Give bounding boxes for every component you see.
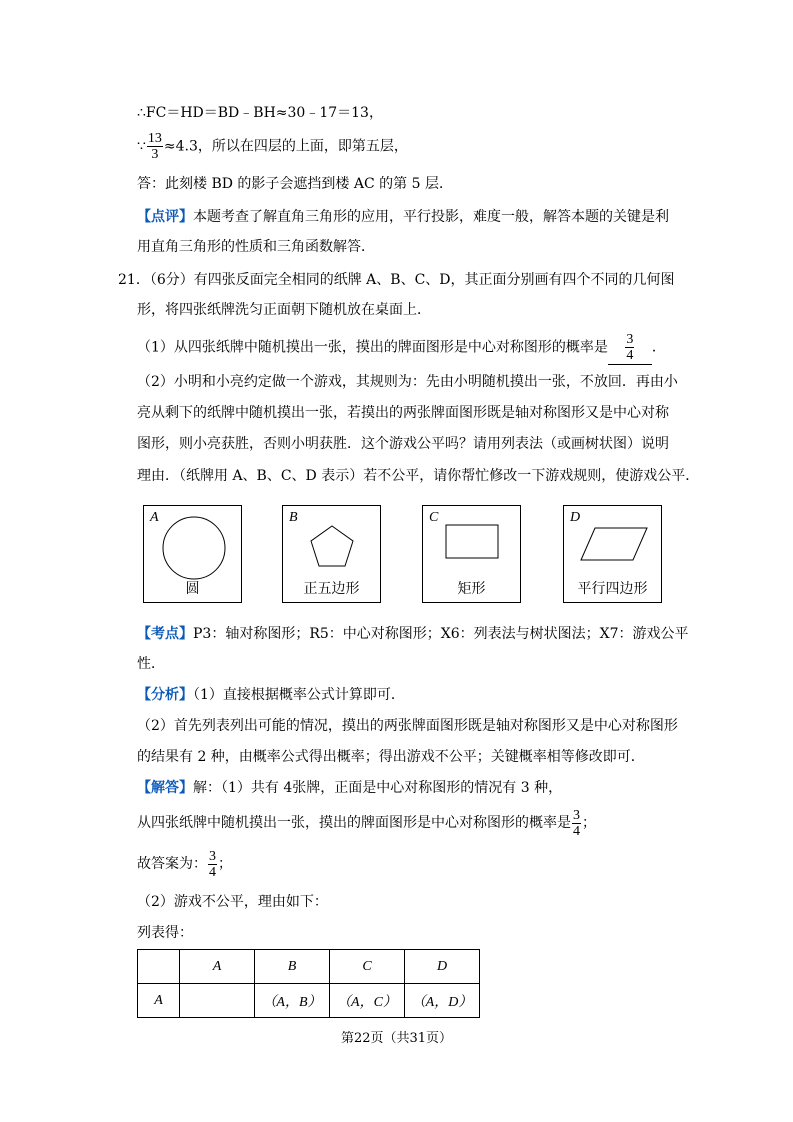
table-cell: D [405, 950, 480, 984]
page-footer: 第22页（共31页） [340, 1031, 453, 1046]
line-jieda: 【解答】解：（1）共有 4张牌，正面是中心对称图形的情况有 3 种， [137, 780, 563, 796]
line-kaodian: 【考点】P3：轴对称图形；R5：中心对称图形；X6：列表法与树状图法；X7：游戏公平 [137, 626, 689, 642]
card-a [143, 505, 242, 603]
table-cell [180, 984, 255, 1018]
card-b [282, 505, 381, 603]
question-21-part2-l2: 亮从剩下的纸牌中随机摸出一张，若摸出的两张牌面图形既是轴对称图形又是中心对称 [137, 405, 669, 421]
line-fenxi-2: （2）首先列表列出可能的情况，摸出的两张牌面图形既是轴对称图形又是中心对称图形 [137, 718, 678, 734]
card-label: D [570, 510, 581, 525]
comment-tag: 【点评】 [137, 209, 193, 225]
card-c [422, 505, 521, 603]
jieda-tag: 【解答】 [137, 780, 193, 796]
fraction-3-over-4: $\frac{3}{4}$ [573, 807, 580, 839]
fraction-3-over-4: $\frac{3}{4}$ [209, 848, 216, 880]
question-21-part1: （1）从四张纸牌中随机摸出一张，摸出的牌面图形是中心对称图形的概率是 $\frac{3}{4}$ ． [137, 330, 666, 365]
table-cell: A [180, 950, 255, 984]
question-21-part2-l1: （2）小明和小亮约定做一个游戏，其规则为：先由小明随机摸出一张，不放回．再由小 [137, 374, 678, 390]
card-label: A [150, 510, 159, 525]
line-fraction-13-3: ∵ $\frac{13}{3}$ ≈4.3，所以在四层的上面，即第五层， [137, 131, 408, 162]
table-cell: （A，D） [405, 984, 480, 1018]
line-comment-cont: 用直角三角形的性质和三角函数解答． [137, 239, 375, 255]
card-name: 圆 [185, 581, 200, 597]
card-label: C [429, 510, 439, 525]
line-kaodian-cont: 性． [137, 656, 165, 672]
because-symbol: ∵ [137, 138, 146, 155]
line-fenxi: 【分析】（1）直接根据概率公式计算即可． [137, 687, 405, 703]
table-header-row [138, 950, 480, 984]
line-fenxi-3: 的结果有 2 种，由概率公式得出概率；得出游戏不公平；关键概率相等修改即可． [137, 749, 645, 765]
fenxi-tag: 【分析】 [137, 687, 193, 703]
line-table-intro: 列表得： [137, 925, 193, 941]
table-cell: （A，B） [255, 984, 330, 1018]
card-d [563, 505, 662, 603]
card-name: 平行四边形 [577, 581, 648, 597]
question-21-part2-l3: 图形，则小亮获胜，否则小明获胜．这个游戏公平吗？请用列表法（或画树状图）说明 [137, 436, 669, 452]
table-cell: B [255, 950, 330, 984]
answer-blank [608, 330, 652, 365]
table-cell [138, 950, 180, 984]
line-answer-fill: 故答案为： $\frac{3}{4}$ ； [137, 848, 232, 880]
card-name: 正五边形 [303, 581, 360, 597]
card-label: B [289, 510, 298, 525]
table-cell: C [330, 950, 405, 984]
table-row [138, 984, 480, 1018]
card-name: 矩形 [457, 581, 486, 597]
table-cell: （A，C） [330, 984, 405, 1018]
table-cell: A [138, 984, 180, 1018]
fraction-3-over-4: $\frac{3}{4}$ [626, 331, 634, 363]
question-21-cont: 形，将四张纸牌洗匀正面朝下随机放在桌面上． [137, 302, 431, 318]
line-part2-unfair: （2）游戏不公平，理由如下： [137, 894, 328, 910]
outcome-table [137, 949, 480, 1018]
kaodian-tag: 【考点】 [137, 626, 193, 642]
question-21-part2-l4: 理由．（纸牌用 A、B、C、D 表示）若不公平，请你帮忙修改一下游戏规则，使游戏公平． [137, 468, 700, 484]
line-answer: 答：此刻楼 BD 的影子会遮挡到楼 AC 的第 5 层． [137, 176, 453, 192]
fraction-13-over-3: $\frac{13}{3}$ [147, 131, 162, 162]
line-fc-equals: ∴FC＝HD＝BD﹣BH≈30﹣17＝13， [137, 105, 383, 121]
question-21-title: 21．（6分）有四张反面完全相同的纸牌 A、B、C、D，其正面分别画有四个不同的几何图 [118, 272, 675, 288]
line-jieda-2: 从四张纸牌中随机摸出一张，摸出的牌面图形是中心对称图形的概率是 $\frac{3}{4}$ ； [137, 807, 596, 839]
line-comment: 【点评】本题考查了解直角三角形的应用，平行投影，难度一般，解答本题的关键是利 [137, 209, 669, 225]
